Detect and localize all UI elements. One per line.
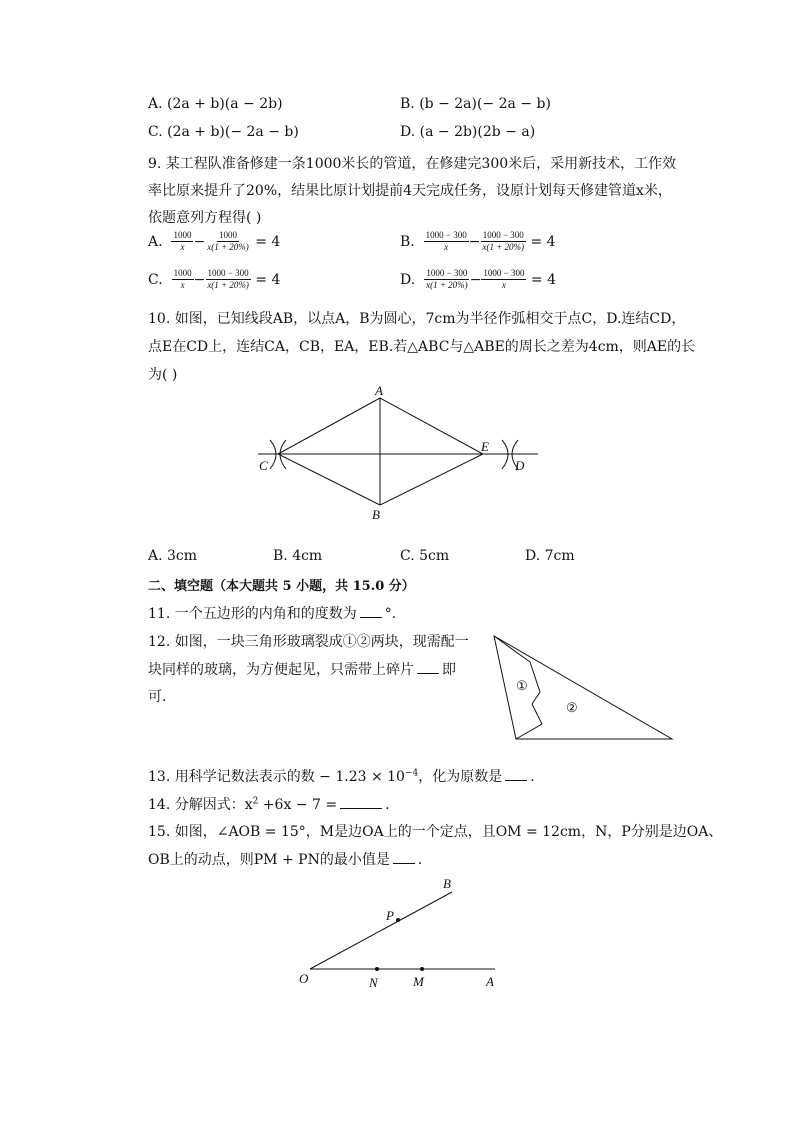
point-n (375, 967, 379, 971)
fraction: $\frac{1000}{x}$ (173, 230, 192, 252)
q12-line3: 可. (148, 689, 167, 705)
segments-ca-cb (278, 398, 380, 505)
q10-rhombus-figure (250, 385, 550, 525)
segments-ea-eb (380, 398, 483, 505)
q10-option-c: C. 5cm (400, 548, 450, 564)
fraction: $\frac{1000}{x}$ (173, 268, 192, 290)
label-n: N (369, 975, 378, 990)
q14: 14. 分解因式：$x^2 +6x - 7$ = . (148, 796, 390, 813)
fraction: $\frac{1000 - 300}{x(1 + 20\%)}$ (207, 268, 249, 290)
label-e: E (481, 439, 489, 454)
point-m (420, 967, 424, 971)
piece-1-label: ① (516, 678, 528, 693)
fraction: $\frac{1000}{x(1 + 20\%)}$ (207, 230, 249, 252)
q15-line2: OB上的动点，则PM + PN的最小值是 . (148, 852, 423, 868)
label-b: B (443, 876, 451, 891)
q10-option-a: A. 3cm (148, 548, 198, 564)
q9-option-b: B. $\frac{1000 - 300}{x}$ − $\frac{1000 - 300}{x(1 + 20\%)}$ = 4 (400, 230, 556, 252)
q12-line1: 12. 如图，一块三角形玻璃裂成①②两块，现需配一 (148, 634, 469, 650)
q9-option-a: A. $\frac{1000}{x}$ − $\frac{1000}{x(1 + 20\%)}$ = 4 (148, 230, 281, 252)
fraction: $\frac{1000 - 300}{x}$ (483, 268, 525, 290)
label-a: A (375, 385, 383, 398)
q10-option-b: B. 4cm (273, 548, 323, 564)
option-label: B. (400, 233, 415, 250)
option-label: C. (148, 271, 163, 288)
point-p (396, 918, 400, 922)
q15-angle-figure (290, 873, 510, 998)
label-o: O (299, 971, 309, 986)
label-c: C (259, 458, 268, 473)
q9-line2: 率比原来提升了20%，结果比原计划提前4天完成任务，设原计划每天修建管道x米， (148, 183, 672, 199)
answer-blank[interactable] (393, 851, 415, 864)
q10-line2: 点E在CD上，连结CA，CB，EA，EB.若△ABC与△ABE的周长之差为4cm，则AE的长 (148, 339, 696, 355)
q9-option-d: D. $\frac{1000 - 300}{x(1 + 20\%)}$ − $\frac{1000 - 300}{x}$ = 4 (400, 268, 557, 290)
answer-blank[interactable] (360, 605, 382, 618)
label-d: D (515, 458, 525, 473)
fraction: $\frac{1000 - 300}{x(1 + 20\%)}$ (426, 268, 468, 290)
answer-blank[interactable] (417, 661, 439, 674)
q12-triangle-figure (490, 632, 680, 747)
fraction: $\frac{1000 - 300}{x(1 + 20\%)}$ (482, 230, 525, 252)
answer-blank[interactable] (505, 768, 527, 781)
section-heading: 二、填空题（本大题共 5 小题，共 15.0 分） (148, 579, 415, 594)
q8-option-a: A. (2a + b)(a − 2b) (148, 96, 283, 112)
q10-option-d: D. 7cm (525, 548, 575, 564)
q12-line2: 块同样的玻璃，为方便起见，只需带上碎片 即 (148, 662, 456, 678)
fraction: $\frac{1000 - 300}{x}$ (425, 230, 467, 252)
label-a: A (486, 974, 494, 989)
option-label: A. (148, 233, 163, 250)
ray-ob (310, 892, 452, 969)
q10-line1: 10. 如图，已知线段AB，以点A，B为圆心，7cm为半径作弧相交于点C，D.连结CD， (148, 311, 686, 327)
q15-line1: 15. 如图，∠AOB = 15°，M是边OA上的一个定点，且OM = 12cm，N，P分别是边OA、 (148, 824, 723, 840)
q9-line3: 依题意列方程得( ) (148, 210, 262, 226)
option-label: D. (400, 271, 416, 288)
q10-line3: 为( ) (148, 367, 178, 383)
piece-2-label: ② (566, 700, 578, 715)
q11: 11. 一个五边形的内角和的度数为 °. (148, 606, 397, 622)
label-m: M (413, 974, 424, 989)
q9-line1: 9. 某工程队准备修建一条1000米长的管道，在修建完300米后，采用新技术，工作效 (148, 156, 677, 172)
label-b: B (372, 507, 380, 522)
answer-blank[interactable] (340, 796, 382, 809)
label-p: P (386, 908, 394, 923)
q8-option-c: C. (2a + b)(− 2a − b) (148, 124, 299, 140)
q13: 13. 用科学记数法表示的数 − $1.23 \times 10^{-4}$，化为原数是 . (148, 768, 535, 785)
q8-option-b: B. (b − 2a)(− 2a − b) (400, 96, 551, 112)
q9-option-c: C. $\frac{1000}{x}$ − $\frac{1000 - 300}{x(1 + 20\%)}$ = 4 (148, 268, 281, 290)
q8-option-d: D. (a − 2b)(2b − a) (400, 124, 536, 140)
